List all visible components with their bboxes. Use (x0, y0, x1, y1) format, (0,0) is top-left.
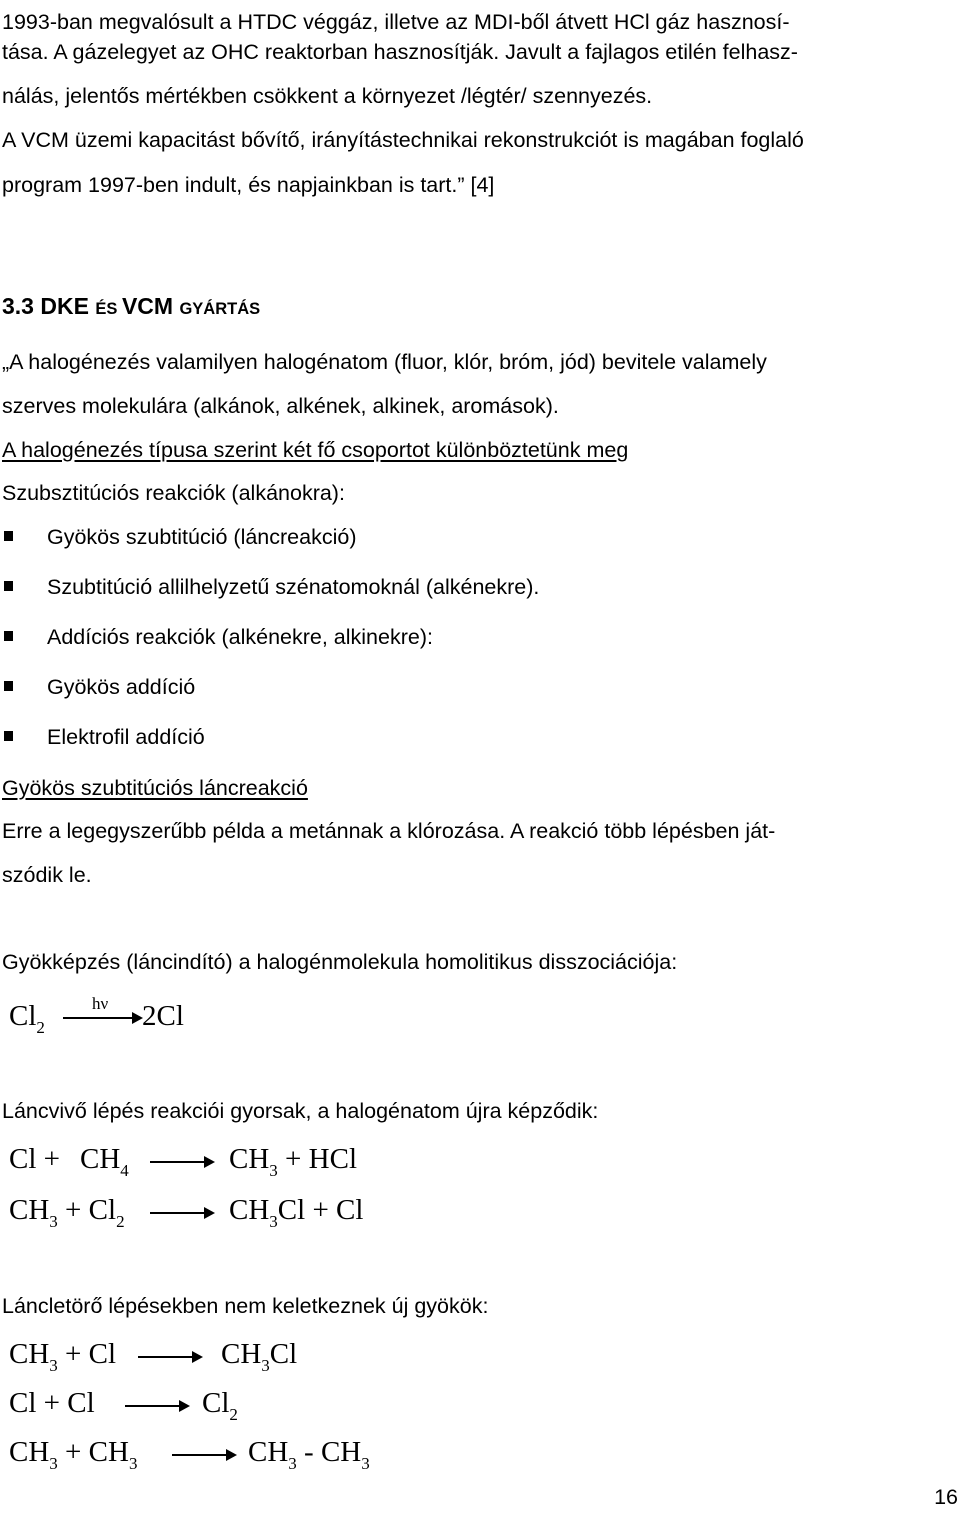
reaction-arrow-icon (138, 1356, 201, 1358)
reaction-arrow-icon (172, 1454, 235, 1456)
bullet-square-icon (4, 581, 13, 591)
intro-line: A VCM üzemi kapacitást bővítő, irányítástechnikai rekonstrukciót is magában foglaló (2, 128, 804, 152)
substitution-heading: Szubsztitúciós reakciók (alkánokra): (2, 481, 345, 505)
intro-line: program 1997-ben indult, és napjainkban is tart.” [4] (2, 173, 495, 197)
radical-text-line: szódik le. (2, 863, 92, 887)
section-number: 3.3 (2, 293, 41, 319)
reaction-arrow-icon (125, 1405, 188, 1407)
initiation-text: Gyökképzés (láncindító) a halogénmolekula homolitikus disszociációja: (2, 950, 678, 974)
eq-product: $CH_3Cl + Cl$ (229, 1194, 364, 1231)
page-number: 16 (934, 1485, 958, 1509)
eq-reactant: $CH_3 + CH_3$ (9, 1436, 138, 1473)
list-item-text: Addíciós reakciók (alkénekre, alkinekre): (47, 625, 433, 649)
intro-line: tása. A gázelegyet az OHC reaktorban hasznosítják. Javult a fajlagos etilén felhasz- (2, 40, 798, 64)
section-word: DKE (40, 293, 96, 319)
eq-reactant: Cl + (9, 1143, 61, 1175)
list-item-text: Elektrofil addíció (47, 725, 205, 749)
halogenation-line: szerves molekulára (alkánok, alkének, alkinek, aromások). (2, 394, 559, 418)
halogenation-line: „A halogénezés valamilyen halogénatom (fluor, klór, bróm, jód) bevitele valamely (2, 350, 767, 374)
bullet-square-icon (4, 681, 13, 691)
reaction-arrow-icon (63, 1017, 141, 1019)
radical-heading: Gyökös szubtitúciós láncreakció (2, 776, 308, 800)
eq-product: $CH_3$ + HCl (229, 1143, 357, 1180)
reaction-arrow-icon (150, 1212, 213, 1214)
section-word: VCM (121, 293, 180, 319)
intro-line: 1993-ban megvalósult a HTDC véggáz, illetve az MDI-ből átvett HCl gáz hasznosí- (2, 10, 790, 34)
list-item-text: Gyökös szubtitúció (láncreakció) (47, 525, 357, 549)
termination-text: Láncletörő lépésekben nem keletkeznek új gyökök: (2, 1294, 489, 1318)
list-item-text: Szubtitúció allilhelyzetű szénatomoknál (alkénekre). (47, 575, 540, 599)
eq-reactant: $CH_4$ (80, 1143, 129, 1180)
eq-product: $CH_3Cl$ (221, 1338, 298, 1375)
eq-condition: hν (92, 994, 109, 1013)
eq-product: $CH_3 - CH_3$ (248, 1436, 370, 1473)
eq-reactant: $CH_3 + Cl$ (9, 1338, 117, 1375)
propagation-text: Láncvivő lépés reakciói gyorsak, a halogénatom újra képződik: (2, 1099, 599, 1123)
eq-product: $Cl_2$ (202, 1387, 238, 1424)
intro-line: nálás, jelentős mértékben csökkent a környezet /légtér/ szennyezés. (2, 84, 653, 108)
section-word: GYÁRTÁS (179, 300, 261, 318)
list-item-text: Gyökös addíció (47, 675, 196, 699)
eq-reactant: $Cl_2$ (9, 1000, 45, 1037)
bullet-square-icon (4, 531, 13, 541)
reaction-arrow-icon (150, 1161, 213, 1163)
bullet-square-icon (4, 731, 13, 741)
section-heading (2, 282, 260, 333)
eq-product: 2Cl (142, 1000, 184, 1032)
types-heading: A halogénezés típusa szerint két fő csoportot különböztetünk meg (2, 438, 629, 462)
eq-reactant: $CH_3 + Cl_2$ (9, 1194, 125, 1231)
radical-text-line: Erre a legegyszerűbb példa a metánnak a klórozása. A reakció több lépésben ját- (2, 819, 776, 843)
eq-reactant: Cl + Cl (9, 1387, 95, 1419)
bullet-square-icon (4, 631, 13, 641)
section-word: ÉS (95, 300, 122, 318)
